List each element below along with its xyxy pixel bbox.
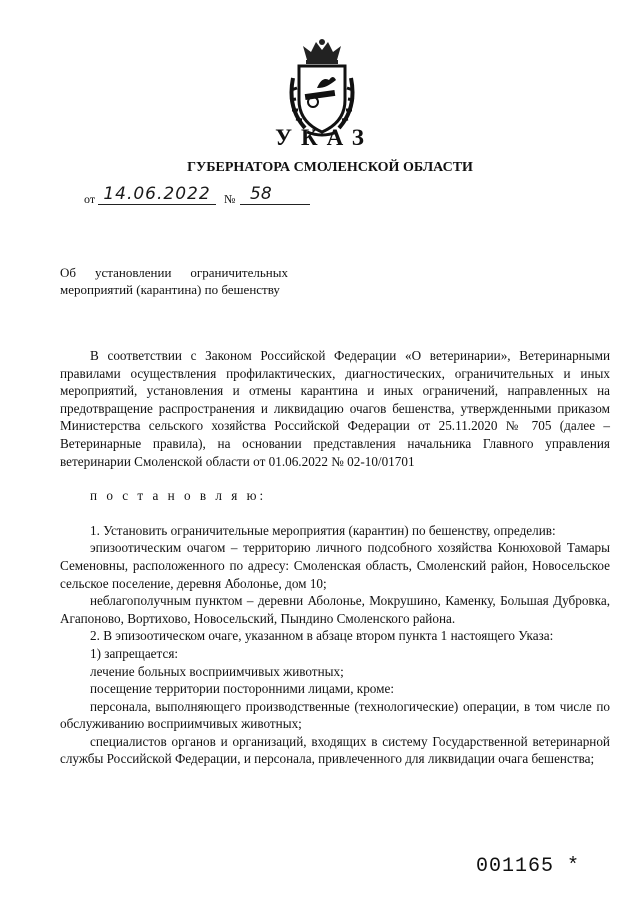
body-paragraph: персонала, выполняющего производственные (технологические) операции, в том числе по обслуживанию восприимчивых животных; [60,698,610,732]
body-paragraph: посещение территории посторонними лицами, кроме: [90,681,394,697]
serial-number: 001165 * [476,855,581,878]
date-prefix: от [84,192,96,206]
preamble-paragraph: В соответствии с Законом Российской Федерации «О ветеринарии», Ветеринарными правилами осуществления профилактических, диагностических, ограничительных и иных мероприятий, установления и отмены карантина и иных ограничений, направленных на предотвращение распространения и ликвидацию очагов бешенства, утвержденными приказом Министерства сельского хозяйства Российской Федерации от 25.11.2020 № 705 (далее – Ветеринарные правила), на основании представления начальника Главного управления ветеринарии Смоленской области от 01.06.2022 № 02-10/01701 [60,348,610,469]
body-paragraph: лечение больных восприимчивых животных; [90,663,344,679]
document-subject: Об установлении ограничительных мероприятий (карантина) по бешенству [60,265,288,297]
document-body [60,347,610,768]
decree-word: п о с т а н о в л я ю: [90,488,267,504]
body-paragraph: эпизоотическим очагом – территорию личного подсобного хозяйства Конюховой Тамары Семеновны, расположенного по адресу: Смоленская область, Смоленский район, Новосельское сельское поселение, деревня Аболонье, дом 10; [60,540,610,591]
document-title: УКАЗ [275,125,373,150]
handwritten-number: 58 [240,184,310,205]
coat-of-arms-emblem [283,38,361,138]
number-prefix: № [224,192,236,206]
body-paragraph: неблагополучным пунктом – деревни Аболонье, Мокрушино, Каменку, Большая Дубровка, Агапоново, Вортихово, Новосельский, Пындино Смоленского района. [60,593,610,626]
handwritten-date: 14.06.2022 [98,184,216,205]
body-paragraph: 1. Установить ограничительные мероприятия (карантин) по бешенству, определив: [90,522,556,538]
body-paragraph: специалистов органов и организаций, входящих в систему Государственной ветеринарной службы Российской Федерации, и персонала, привлеченного для ликвидации очага бешенства; [60,733,610,767]
body-paragraph: 2. В эпизоотическом очаге, указанном в абзаце втором пункта 1 настоящего Указа: [90,628,554,644]
date-number-line [84,184,324,208]
body-paragraph: 1) запрещается: [90,645,179,661]
document-subtitle: ГУБЕРНАТОРА СМОЛЕНСКОЙ ОБЛАСТИ [187,160,473,175]
